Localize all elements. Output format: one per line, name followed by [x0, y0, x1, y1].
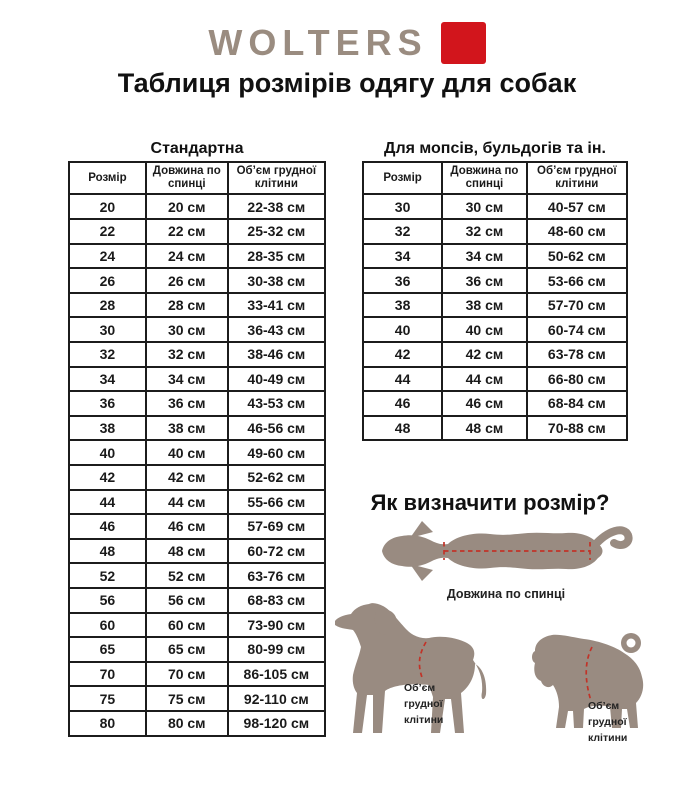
table-cell: 75 см: [146, 686, 228, 711]
table-row: [69, 244, 325, 269]
table-row: [69, 588, 325, 613]
table-cell: 38 см: [146, 416, 228, 441]
table-cell: 65 см: [146, 637, 228, 662]
table-cell: 32 см: [146, 342, 228, 367]
table-cell: 60 см: [146, 613, 228, 638]
table-row: [69, 342, 325, 367]
table-row: [69, 317, 325, 342]
table-cell: 52-62 см: [228, 465, 325, 490]
table-cell: 46-56 см: [228, 416, 325, 441]
table-cell: 48: [69, 539, 146, 564]
table-row: [363, 293, 627, 318]
bulldog-tail-curl-hole: [627, 639, 636, 648]
table-cell: 57-69 см: [228, 514, 325, 539]
dog-top-view-tail: [594, 530, 629, 546]
table-cell: 40 см: [442, 317, 526, 342]
dog-top-view-ear: [410, 521, 433, 538]
table-row: [69, 268, 325, 293]
table-cell: 44 см: [146, 490, 228, 515]
table-cell: 33-41 см: [228, 293, 325, 318]
table-cell: 44 см: [442, 367, 526, 392]
table-cell: 60: [69, 613, 146, 638]
table-cell: 32: [69, 342, 146, 367]
table-cell: 32 см: [442, 219, 526, 244]
table-cell: 73-90 см: [228, 613, 325, 638]
table-row: [69, 514, 325, 539]
table-row: [69, 563, 325, 588]
table-cell: 20: [69, 194, 146, 219]
standard-table-section: [68, 140, 326, 737]
table-cell: 30: [363, 194, 442, 219]
table-row: [69, 440, 325, 465]
table-cell: 38: [363, 293, 442, 318]
table-cell: 57-70 см: [527, 293, 627, 318]
table-cell: 40-49 см: [228, 367, 325, 392]
table-cell: 68-83 см: [228, 588, 325, 613]
table-cell: 44: [363, 367, 442, 392]
table-cell: 28 см: [146, 293, 228, 318]
table-cell: 36: [363, 268, 442, 293]
table-cell: 38-46 см: [228, 342, 325, 367]
table-cell: 86-105 см: [228, 662, 325, 687]
dog-top-view-illustration: [378, 516, 634, 588]
table-cell: 25-32 см: [228, 219, 325, 244]
table-cell: 22: [69, 219, 146, 244]
table-cell: 70 см: [146, 662, 228, 687]
table-row: [363, 268, 627, 293]
table-row: [69, 711, 325, 736]
table-cell: 36: [69, 391, 146, 416]
table-cell: 42 см: [442, 342, 526, 367]
table-row: [69, 219, 325, 244]
table-cell: 28: [69, 293, 146, 318]
table-cell: 26: [69, 268, 146, 293]
table-cell: 32: [363, 219, 442, 244]
table-cell: 40 см: [146, 440, 228, 465]
page-title: Таблиця розмірів одягу для собак: [117, 68, 577, 98]
column-header: Розмір: [363, 162, 442, 194]
table-cell: 80: [69, 711, 146, 736]
table-cell: 42: [363, 342, 442, 367]
pugs-table-section: [362, 140, 628, 441]
table-cell: 36-43 см: [228, 317, 325, 342]
table-row: [69, 465, 325, 490]
table-row: [69, 293, 325, 318]
table-cell: 80-99 см: [228, 637, 325, 662]
table-row: [69, 194, 325, 219]
table-row: [69, 662, 325, 687]
table-cell: 42: [69, 465, 146, 490]
dog-top-view-ear: [410, 564, 433, 581]
table-row: [363, 317, 627, 342]
table-cell: 75: [69, 686, 146, 711]
chest-volume-label: Об’єм грудної клітини: [404, 682, 444, 726]
table-cell: 68-84 см: [527, 391, 627, 416]
table-cell: 50-62 см: [527, 244, 627, 269]
table-cell: 56 см: [146, 588, 228, 613]
column-header: Об’єм грудної клітини: [527, 162, 627, 194]
table-row: [69, 686, 325, 711]
table-cell: 70-88 см: [527, 416, 627, 441]
column-header: Довжина по спинці: [146, 162, 228, 194]
pugs-size-table: [362, 161, 628, 441]
table-row: [69, 539, 325, 564]
table-row: [69, 490, 325, 515]
table-cell: 92-110 см: [228, 686, 325, 711]
table-cell: 63-76 см: [228, 563, 325, 588]
table-row: [69, 391, 325, 416]
standard-size-table: [68, 161, 326, 737]
table-cell: 49-60 см: [228, 440, 325, 465]
table-cell: 46 см: [442, 391, 526, 416]
table-cell: 42 см: [146, 465, 228, 490]
table-cell: 53-66 см: [527, 268, 627, 293]
table-cell: 44: [69, 490, 146, 515]
table-cell: 48 см: [146, 539, 228, 564]
table-cell: 22-38 см: [228, 194, 325, 219]
table-cell: 24: [69, 244, 146, 269]
table-cell: 40-57 см: [527, 194, 627, 219]
table-row: [363, 391, 627, 416]
table-cell: 20 см: [146, 194, 228, 219]
brand-red-square-icon: [441, 22, 486, 64]
table-row: [363, 367, 627, 392]
table-cell: 34: [69, 367, 146, 392]
table-cell: 48: [363, 416, 442, 441]
table-cell: 30: [69, 317, 146, 342]
table-row: [69, 367, 325, 392]
table-cell: 46: [363, 391, 442, 416]
header-row: [69, 162, 325, 194]
table-cell: 24 см: [146, 244, 228, 269]
header-row: [363, 162, 627, 194]
table-cell: 22 см: [146, 219, 228, 244]
chest-volume-label: Об’єм грудної клітини: [588, 700, 628, 744]
table-cell: 48 см: [442, 416, 526, 441]
table-cell: 56: [69, 588, 146, 613]
table-cell: 66-80 см: [527, 367, 627, 392]
table-cell: 52: [69, 563, 146, 588]
table-row: [363, 342, 627, 367]
table-cell: 38: [69, 416, 146, 441]
table-cell: 60-74 см: [527, 317, 627, 342]
table-cell: 70: [69, 662, 146, 687]
table-cell: 48-60 см: [527, 219, 627, 244]
table-cell: 46 см: [146, 514, 228, 539]
table-row: [363, 416, 627, 441]
table-cell: 46: [69, 514, 146, 539]
column-header: Об’єм грудної клітини: [228, 162, 325, 194]
table-cell: 52 см: [146, 563, 228, 588]
table-row: [363, 219, 627, 244]
table-row: [69, 613, 325, 638]
table-cell: 40: [69, 440, 146, 465]
standard-table-heading: Стандартна: [150, 140, 244, 157]
table-cell: 36 см: [442, 268, 526, 293]
table-row: [69, 416, 325, 441]
column-header: Розмір: [69, 162, 146, 194]
how-to-measure-section: [330, 490, 694, 800]
table-cell: 30 см: [442, 194, 526, 219]
table-cell: 80 см: [146, 711, 228, 736]
table-cell: 40: [363, 317, 442, 342]
table-cell: 26 см: [146, 268, 228, 293]
table-row: [363, 244, 627, 269]
table-row: [363, 194, 627, 219]
table-cell: 98-120 см: [228, 711, 325, 736]
column-header: Довжина по спинці: [442, 162, 526, 194]
back-length-label: Довжина по спинці: [446, 587, 566, 601]
table-cell: 65: [69, 637, 146, 662]
table-cell: 34: [363, 244, 442, 269]
brand-logo: [0, 22, 694, 64]
table-cell: 38 см: [442, 293, 526, 318]
table-cell: 63-78 см: [527, 342, 627, 367]
table-cell: 60-72 см: [228, 539, 325, 564]
table-cell: 34 см: [442, 244, 526, 269]
table-cell: 30 см: [146, 317, 228, 342]
table-cell: 34 см: [146, 367, 228, 392]
table-row: [69, 637, 325, 662]
brand-wordmark: WOLTERS: [208, 22, 428, 63]
pugs-table-heading: Для мопсів, бульдогів та ін.: [384, 140, 606, 157]
table-cell: 36 см: [146, 391, 228, 416]
table-cell: 43-53 см: [228, 391, 325, 416]
table-cell: 28-35 см: [228, 244, 325, 269]
table-cell: 55-66 см: [228, 490, 325, 515]
how-to-heading: Як визначити розмір?: [370, 490, 610, 515]
table-cell: 30-38 см: [228, 268, 325, 293]
